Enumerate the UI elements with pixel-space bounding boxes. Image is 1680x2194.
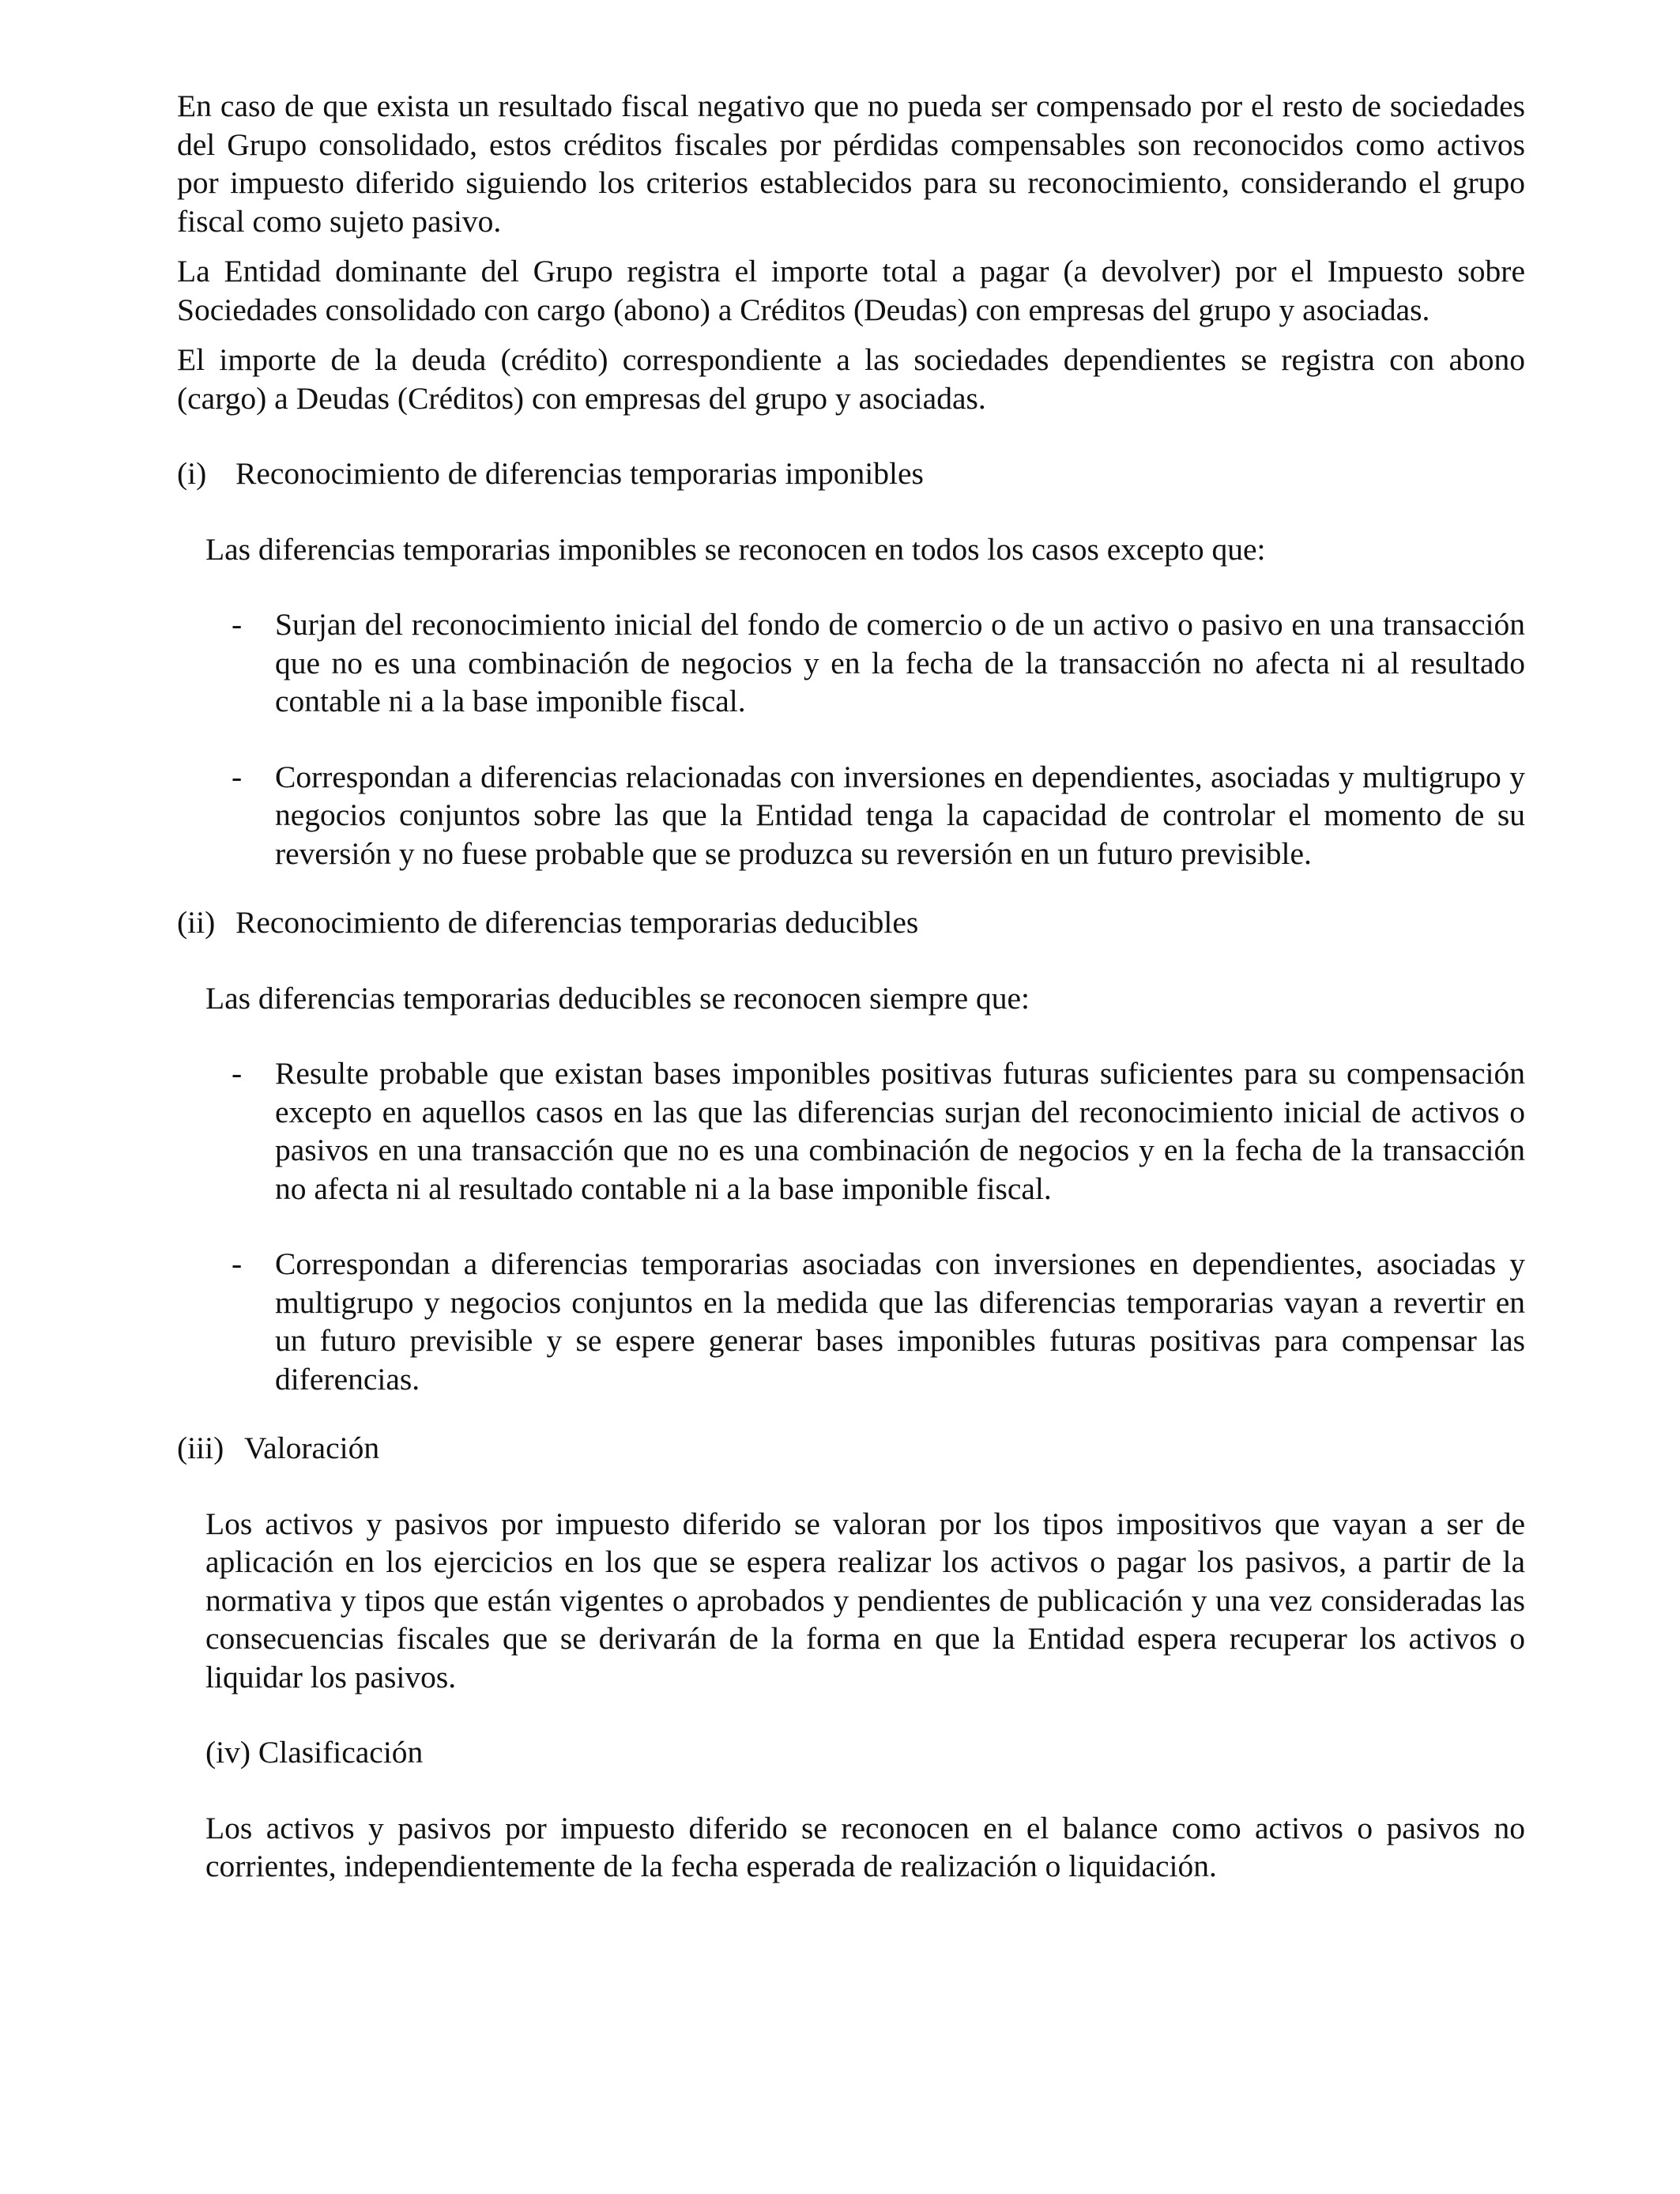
section-i-bullet-2 bbox=[177, 758, 1525, 873]
bullet-text: Resulte probable que existan bases imponibles positivas futuras suficientes para su compensación excepto en aquellos casos en las que las diferencias surjan del reconocimiento inicial de activos o pasivos en una transacción que no es una combinación de negocios y en la fecha de la transacción no afecta ni al resultado contable ni a la base imponible fiscal. bbox=[275, 1056, 1525, 1206]
document-page bbox=[177, 87, 1525, 1923]
paragraph-negative-tax-result: En caso de que exista un resultado fiscal negativo que no pueda ser compensado por el resto de sociedades del Grupo consolidado, estos créditos fiscales por pérdidas compensables son reconocidos como activos por impuesto diferido siguiendo los criterios establecidos para su reconocimiento, considerando el grupo fiscal como sujeto pasivo. bbox=[177, 89, 1525, 239]
section-ii-bullet-1 bbox=[177, 1054, 1525, 1208]
section-ii-bullet-2 bbox=[177, 1245, 1525, 1398]
section-iii-body: Los activos y pasivos por impuesto diferido se valoran por los tipos impositivos que vayan a ser de aplicación en los ejercicios en los que se espera realizar los activos o pagar los pasivos, a partir de la normativa y tipos que están vigentes o aprobados y pendientes de publicación y una vez consideradas las consecuencias fiscales que se derivarán de la forma en que la Entidad espera recuperar los activos o liquidar los pasivos. bbox=[205, 1506, 1525, 1695]
bullet-text: Correspondan a diferencias temporarias asociadas con inversiones en dependientes, asociadas y multigrupo y negocios conjuntos en la medida que las diferencias temporarias vayan a revertir en un futuro previsible y se espere generar bases imponibles futuras positivas para compensar las diferencias. bbox=[275, 1246, 1525, 1397]
section-i-number: (i) bbox=[177, 456, 207, 491]
section-ii-heading bbox=[177, 903, 1525, 942]
section-iii-heading bbox=[177, 1429, 1525, 1468]
bullet-text: Surjan del reconocimiento inicial del fondo de comercio o de un activo o pasivo en una transacción que no es una combinación de negocios y en la fecha de la transacción no afecta ni al resultado contable ni a la base imponible fiscal. bbox=[275, 607, 1525, 718]
section-iii-number: (iii) bbox=[177, 1431, 224, 1465]
section-i-bullet-1 bbox=[177, 605, 1525, 721]
bullet-dash: - bbox=[232, 759, 243, 794]
section-i-lead: Las diferencias temporarias imponibles se reconocen en todos los casos excepto que: bbox=[205, 531, 1266, 567]
section-ii-title: Reconocimiento de diferencias temporarias deducibles bbox=[235, 905, 919, 940]
paragraph-parent-entity-registration: La Entidad dominante del Grupo registra el importe total a pagar (a devolver) por el Impuesto sobre Sociedades consolidado con cargo (abono) a Créditos (Deudas) con empresas del grupo y asociadas. bbox=[177, 254, 1525, 327]
section-iv-heading: (iv) Clasificación bbox=[205, 1735, 424, 1770]
section-iv-body: Los activos y pasivos por impuesto diferido se reconocen en el balance como activos o pasivos no corrientes, independientemente de la fecha esperada de realización o liquidación. bbox=[205, 1810, 1525, 1883]
section-iii-title: Valoración bbox=[244, 1431, 380, 1465]
section-ii-lead: Las diferencias temporarias deducibles se reconocen siempre que: bbox=[205, 980, 1030, 1016]
paragraph-dependent-debt: El importe de la deuda (crédito) correspondiente a las sociedades dependientes se registra con abono (cargo) a Deudas (Créditos) con empresas del grupo y asociadas. bbox=[177, 342, 1525, 416]
bullet-text: Correspondan a diferencias relacionadas con inversiones en dependientes, asociadas y multigrupo y negocios conjuntos sobre las que la Entidad tenga la capacidad de controlar el momento de su reversión y no fuese probable que se produzca su reversión en un futuro previsible. bbox=[275, 759, 1525, 871]
bullet-dash: - bbox=[232, 607, 243, 642]
bullet-dash: - bbox=[232, 1056, 243, 1091]
bullet-dash: - bbox=[232, 1246, 243, 1281]
section-i-heading bbox=[177, 454, 1525, 493]
section-i-title: Reconocimiento de diferencias temporarias imponibles bbox=[235, 456, 924, 491]
section-ii-number: (ii) bbox=[177, 905, 216, 940]
